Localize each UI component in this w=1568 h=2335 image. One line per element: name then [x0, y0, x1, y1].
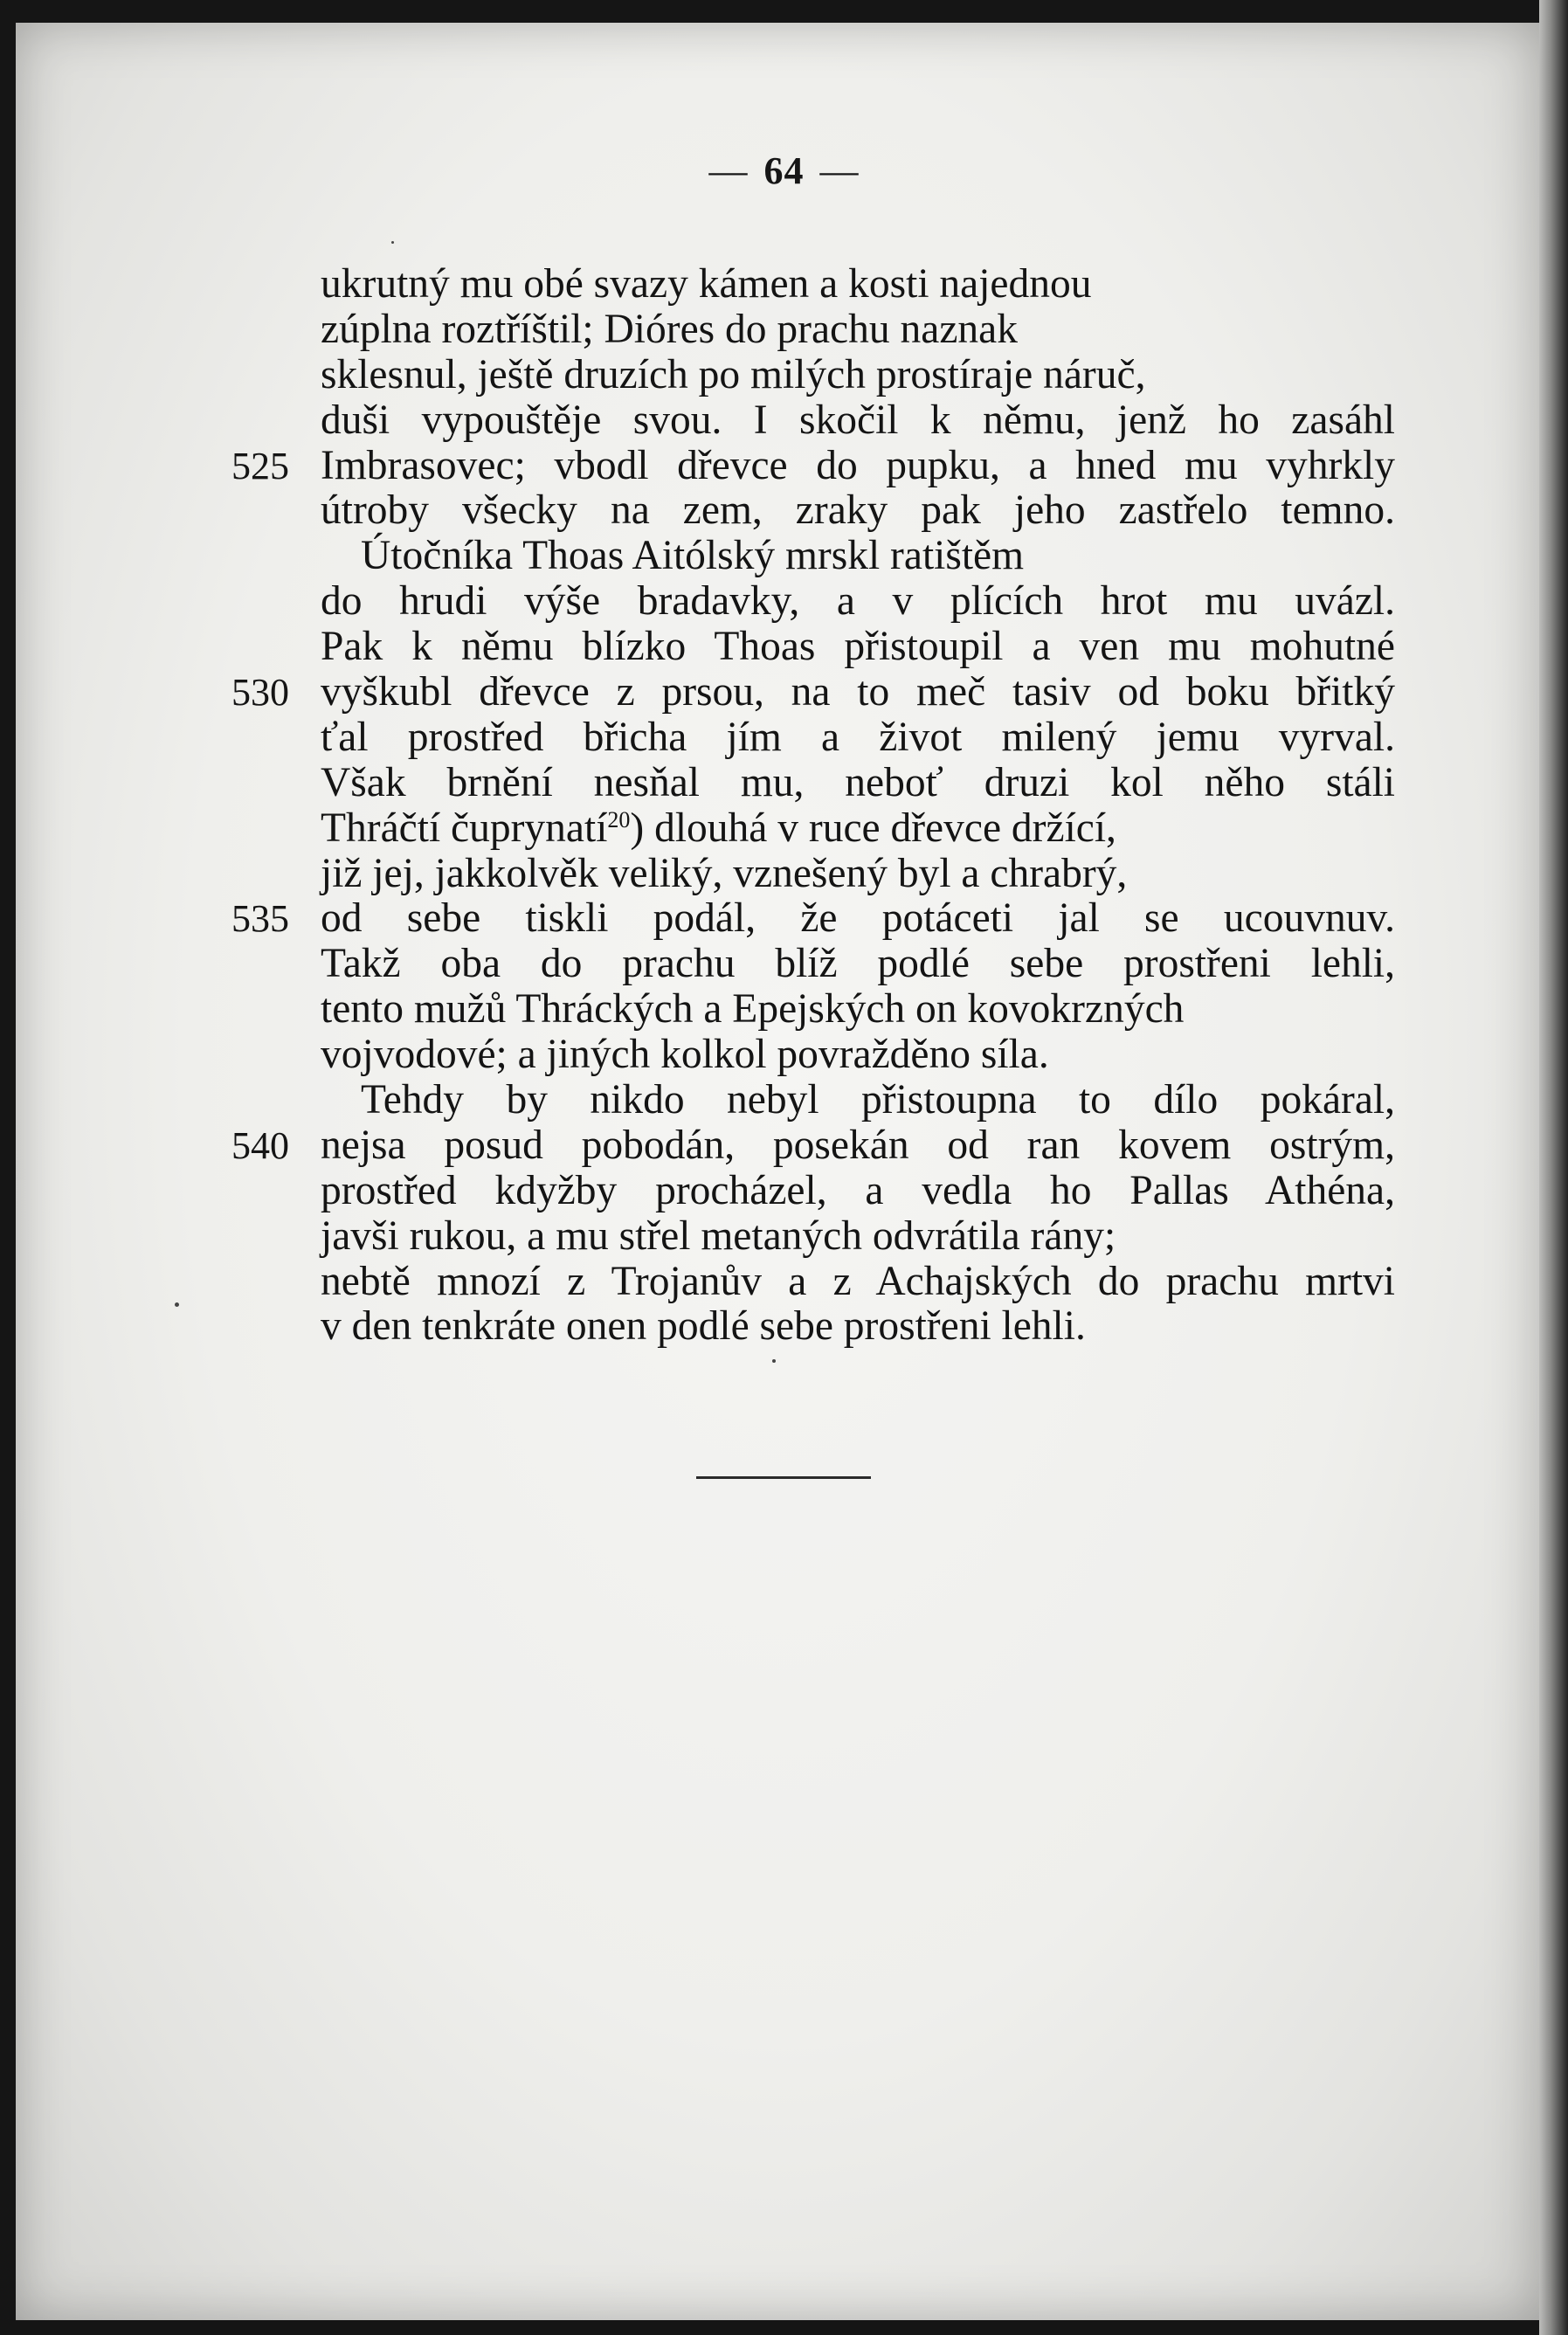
header-dash-right: — [819, 149, 860, 192]
page-number: 64 [763, 149, 805, 192]
verse-line-text [321, 1260, 1395, 1305]
verse-text [231, 261, 1395, 1350]
line-number: 540 [231, 1123, 289, 1167]
verse-line-text [321, 806, 1116, 852]
verse-line [231, 1122, 1395, 1169]
verse-text-segment: od sebe tiskli podál, že potáceti jal se ucouvnuv. [321, 895, 1395, 942]
verse-line-text [321, 444, 1395, 489]
verse-text-segment: zúplna roztříštil; Dióres do prachu naznak [321, 306, 1018, 352]
verse-line-text [321, 534, 1024, 579]
verse-line [321, 579, 1395, 625]
verse-line [321, 625, 1395, 670]
verse-line-text [321, 715, 1395, 761]
verse-line [321, 488, 1395, 534]
verse-line-text [321, 1123, 1395, 1169]
verse-text-segment: javši rukou, a mu střel metaných odvrátila rány; [321, 1212, 1116, 1259]
verse-line-text [321, 852, 1127, 897]
page-edge-shadow [1539, 0, 1568, 2335]
line-number: 525 [231, 444, 289, 487]
footnote-marker: 20 [607, 806, 631, 832]
verse-line-text [321, 987, 1184, 1033]
section-end-rule [696, 1476, 871, 1479]
verse-line [321, 942, 1395, 987]
verse-text-segment: Však brnění nesňal mu, neboť druzi kol něho stáli [321, 759, 1395, 805]
verse-text-segment: duši vypouštěje svou. I skočil k němu, jenž ho zasáhl [321, 397, 1395, 443]
header-dash-left: — [708, 149, 749, 192]
verse-line [321, 1214, 1395, 1260]
verse-line-text [321, 1033, 1049, 1078]
verse-line-text [321, 1303, 1086, 1349]
verse-text-segment: Imbrasovec; vbodl dřevce do pupku, a hned mu vyhrkly [321, 442, 1395, 488]
verse-line-text [321, 398, 1395, 444]
verse-line [321, 987, 1395, 1033]
verse-text-segment: ťal prostřed břicha jím a život milený jemu vyrval. [321, 714, 1395, 760]
verse-text-segment: vyškubl dřevce z prsou, na to meč tasiv od boku břitký [321, 669, 1395, 715]
ink-speck [391, 241, 394, 244]
verse-line-text [321, 1169, 1395, 1214]
verse-text-segment: nejsa posud pobodán, posekán od ran kovem ostrým, [321, 1122, 1395, 1168]
verse-line [321, 806, 1395, 852]
ink-speck [772, 1359, 776, 1363]
verse-text-segment: prostřed kdyžby procházel, a vedla ho Pallas Athéna, [321, 1167, 1395, 1213]
verse-text-segment: Tehdy by nikdo nebyl přistoupna to dílo pokáral, [361, 1077, 1395, 1123]
verse-line [321, 307, 1395, 353]
verse-line [321, 353, 1395, 398]
verse-text-segment: sklesnul, ještě druzích po milých prostíraje náruč, [321, 351, 1146, 397]
verse-text-segment: vojvodové; a jiných kolkol povražděno síla. [321, 1032, 1049, 1078]
verse-text-segment: do hrudi výše bradavky, a v plících hrot mu uvázl. [321, 578, 1395, 625]
verse-line [321, 1260, 1395, 1305]
verse-line-text [321, 579, 1395, 625]
verse-line [321, 398, 1395, 444]
verse-line [321, 1169, 1395, 1214]
verse-line-text [321, 1214, 1116, 1260]
verse-line-text [321, 670, 1395, 715]
verse-text-segment: tento mužů Thráckých a Epejských on kovokrzných [321, 986, 1185, 1033]
verse-line [321, 761, 1395, 806]
page-header [0, 149, 1568, 193]
verse-text-segment: Pak k němu blízko Thoas přistoupil a ven mu mohutné [321, 624, 1395, 670]
verse-text-segment: Útočníka Thoas Aitólský mrskl ratištěm [361, 533, 1025, 579]
verse-text-segment: ukrutný mu obé svazy kámen a kosti najednou [321, 261, 1092, 307]
line-number: 530 [231, 671, 289, 715]
verse-line [321, 534, 1395, 579]
verse-line-text [321, 896, 1395, 942]
verse-line-text [321, 353, 1145, 398]
verse-line-text [321, 488, 1395, 534]
verse-line [321, 1304, 1395, 1350]
verse-text-segment: již jej, jakkolvěk veliký, vznešený byl a chrabrý, [321, 850, 1128, 896]
verse-text-segment: nebtě mnozí z Trojanův a z Achajských do prachu mrtvi [321, 1258, 1395, 1304]
line-number: 535 [231, 897, 289, 941]
verse-line [321, 1033, 1395, 1078]
verse-text-segment: Thráčtí čuprynatí [321, 805, 608, 851]
verse-line [321, 262, 1395, 307]
verse-line-text [321, 625, 1395, 670]
verse-line-text [321, 1078, 1395, 1123]
ink-speck [175, 1302, 179, 1307]
verse-line-text [321, 942, 1395, 987]
verse-line [231, 895, 1395, 942]
verse-text-segment: ) dlouhá v ruce dřevce držící, [630, 805, 1116, 851]
verse-line-text [321, 307, 1018, 353]
verse-text-segment: Takž oba do prachu blíž podlé sebe prostřeni lehli, [321, 941, 1395, 987]
verse-line [321, 852, 1395, 897]
verse-line [321, 1078, 1395, 1123]
verse-text-segment: útroby všecky na zem, zraky pak jeho zastřelo temno. [321, 487, 1395, 534]
verse-line [321, 715, 1395, 761]
verse-line-text [321, 262, 1092, 307]
verse-text-segment: v den tenkráte onen podlé sebe prostřeni lehli. [321, 1303, 1086, 1350]
verse-line-text [321, 761, 1395, 806]
verse-line [231, 669, 1395, 715]
verse-line [231, 442, 1395, 489]
